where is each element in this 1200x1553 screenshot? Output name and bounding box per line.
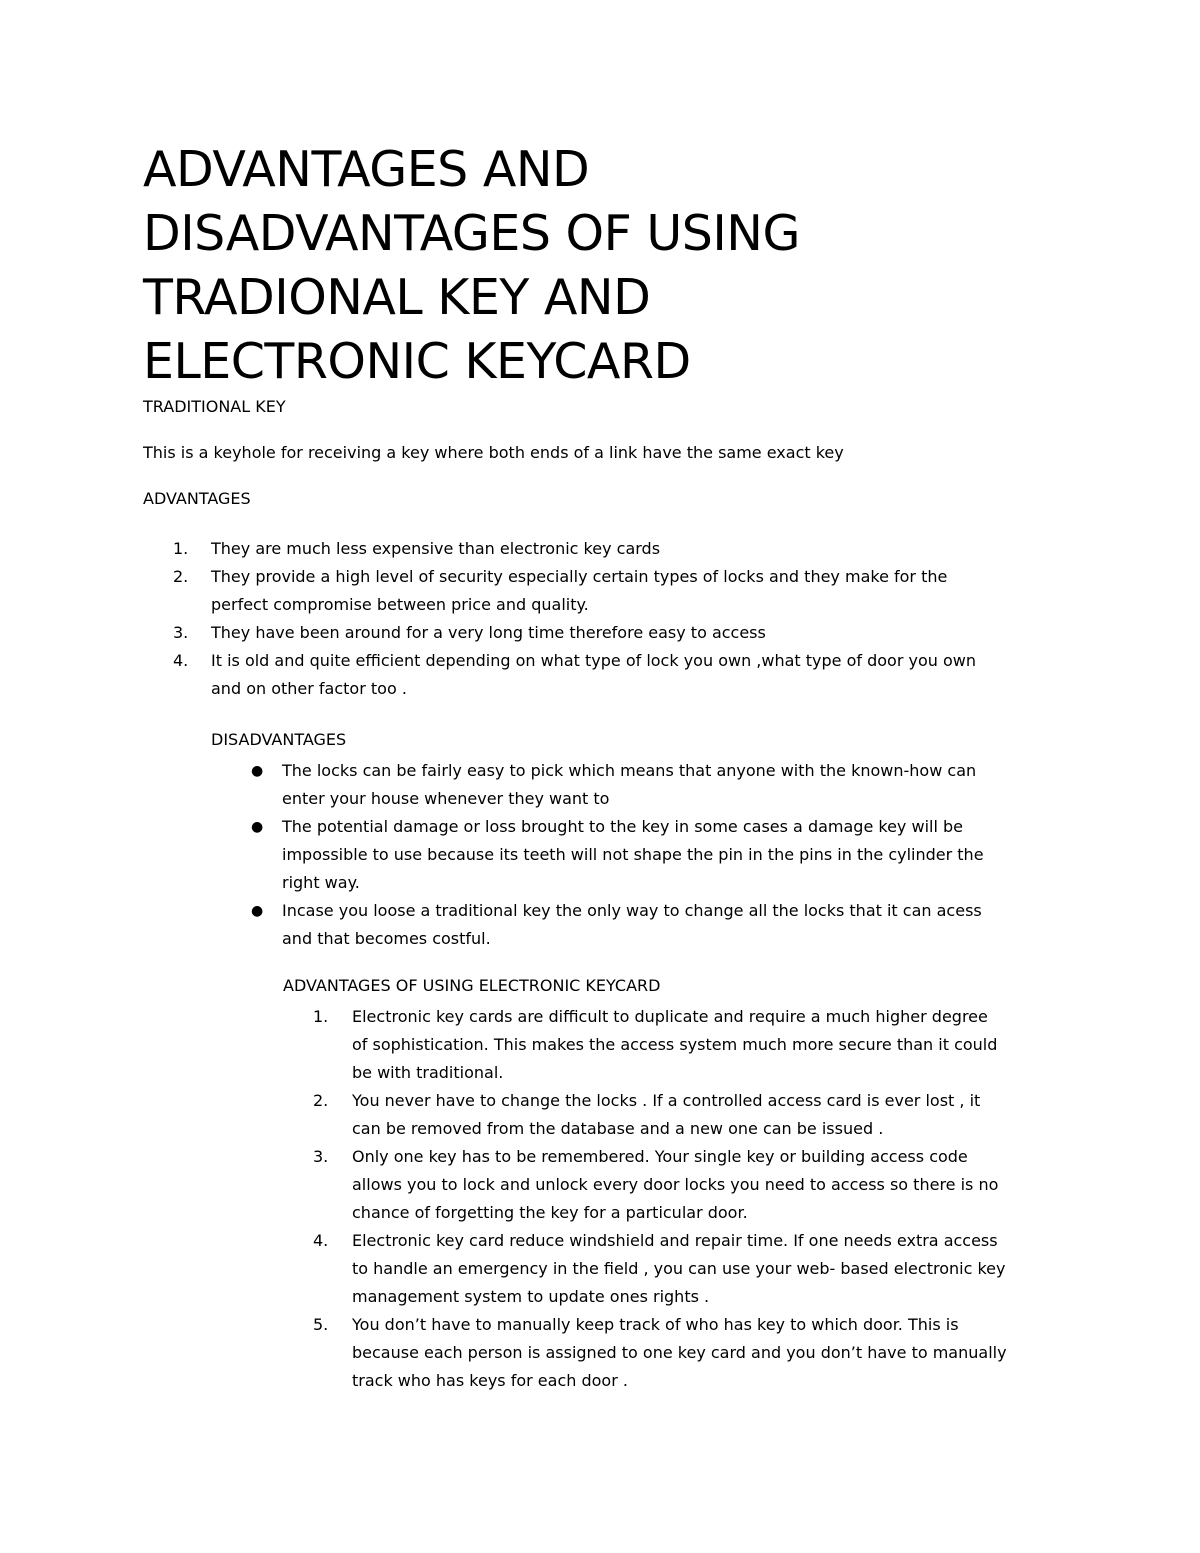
list-item-line: Electronic key card reduce windshield and repair time. If one needs extra access xyxy=(352,1231,998,1250)
traditional-key-heading: TRADITIONAL KEY xyxy=(143,397,286,416)
list-item xyxy=(143,1143,1083,1227)
list-item-line: It is old and quite efficient depending on what type of lock you own ,what type of door you own xyxy=(211,651,976,670)
advantages-heading: ADVANTAGES xyxy=(143,489,251,508)
list-number: 2. xyxy=(313,1091,329,1110)
list-item xyxy=(143,1227,1083,1311)
list-item xyxy=(143,619,1083,647)
title-line: DISADVANTAGES OF USING xyxy=(143,205,800,262)
advantages-list xyxy=(143,535,1083,703)
list-number: 3. xyxy=(173,623,189,642)
list-item-line: because each person is assigned to one key card and you don’t have to manually xyxy=(352,1343,1007,1362)
list-item-line: chance of forgetting the key for a particular door. xyxy=(352,1203,748,1222)
list-item xyxy=(143,757,1083,813)
electronic-advantages-heading: ADVANTAGES OF USING ELECTRONIC KEYCARD xyxy=(283,976,661,995)
list-item-line: impossible to use because its teeth will not shape the pin in the pins in the cylinder the xyxy=(282,845,984,864)
list-item-line: of sophistication. This makes the access system much more secure than it could xyxy=(352,1035,998,1054)
document-page xyxy=(143,138,1083,1395)
list-item xyxy=(143,563,1083,619)
list-number: 4. xyxy=(173,651,189,670)
list-number: 2. xyxy=(173,567,189,586)
list-item-line: be with traditional. xyxy=(352,1063,504,1082)
list-item-line: They provide a high level of security especially certain types of locks and they make for the xyxy=(211,567,948,586)
list-item-line: and on other factor too . xyxy=(211,679,407,698)
list-item-line: Only one key has to be remembered. Your single key or building access code xyxy=(352,1147,968,1166)
list-item xyxy=(143,535,1083,563)
list-item-line: track who has keys for each door . xyxy=(352,1371,628,1390)
list-item-line: You don’t have to manually keep track of who has key to which door. This is xyxy=(352,1315,959,1334)
disadvantages-heading: DISADVANTAGES xyxy=(211,730,347,749)
list-item-line: allows you to lock and unlock every door locks you need to access so there is no xyxy=(352,1175,999,1194)
list-item xyxy=(143,647,1083,703)
list-item xyxy=(143,813,1083,897)
list-item-line: can be removed from the database and a new one can be issued . xyxy=(352,1119,884,1138)
list-item-line: They are much less expensive than electronic key cards xyxy=(211,539,661,558)
title-line: TRADIONAL KEY AND xyxy=(143,269,651,326)
title-line: ELECTRONIC KEYCARD xyxy=(143,333,691,390)
list-item-line: perfect compromise between price and quality. xyxy=(211,595,589,614)
bullet-icon: ● xyxy=(251,819,264,835)
list-item xyxy=(143,1087,1083,1143)
list-item-line: Electronic key cards are difficult to duplicate and require a much higher degree xyxy=(352,1007,988,1026)
list-item xyxy=(143,1311,1083,1395)
list-item-line: The locks can be fairly easy to pick which means that anyone with the known-how can xyxy=(282,761,977,780)
list-number: 4. xyxy=(313,1231,329,1250)
list-item xyxy=(143,1003,1083,1087)
title-line: ADVANTAGES AND xyxy=(143,141,590,198)
list-item-line: to handle an emergency in the field , you can use your web- based electronic key xyxy=(352,1259,1006,1278)
list-number: 1. xyxy=(173,539,189,558)
traditional-key-description: This is a keyhole for receiving a key where both ends of a link have the same exact key xyxy=(143,443,844,462)
list-item-line: management system to update ones rights . xyxy=(352,1287,710,1306)
list-item xyxy=(143,897,1083,953)
list-item-line: The potential damage or loss brought to the key in some cases a damage key will be xyxy=(282,817,963,836)
bullet-icon: ● xyxy=(251,903,264,919)
list-item-line: and that becomes costful. xyxy=(282,929,491,948)
document-title xyxy=(143,138,1083,394)
bullet-icon: ● xyxy=(251,763,264,779)
list-item-line: enter your house whenever they want to xyxy=(282,789,610,808)
list-item-line: You never have to change the locks . If a controlled access card is ever lost , it xyxy=(352,1091,981,1110)
list-item-line: They have been around for a very long time therefore easy to access xyxy=(211,623,766,642)
list-item-line: right way. xyxy=(282,873,360,892)
list-number: 1. xyxy=(313,1007,329,1026)
list-item-line: Incase you loose a traditional key the only way to change all the locks that it can acess xyxy=(282,901,982,920)
electronic-advantages-list xyxy=(143,1003,1083,1395)
list-number: 5. xyxy=(313,1315,329,1334)
disadvantages-list xyxy=(143,757,1083,953)
list-number: 3. xyxy=(313,1147,329,1166)
